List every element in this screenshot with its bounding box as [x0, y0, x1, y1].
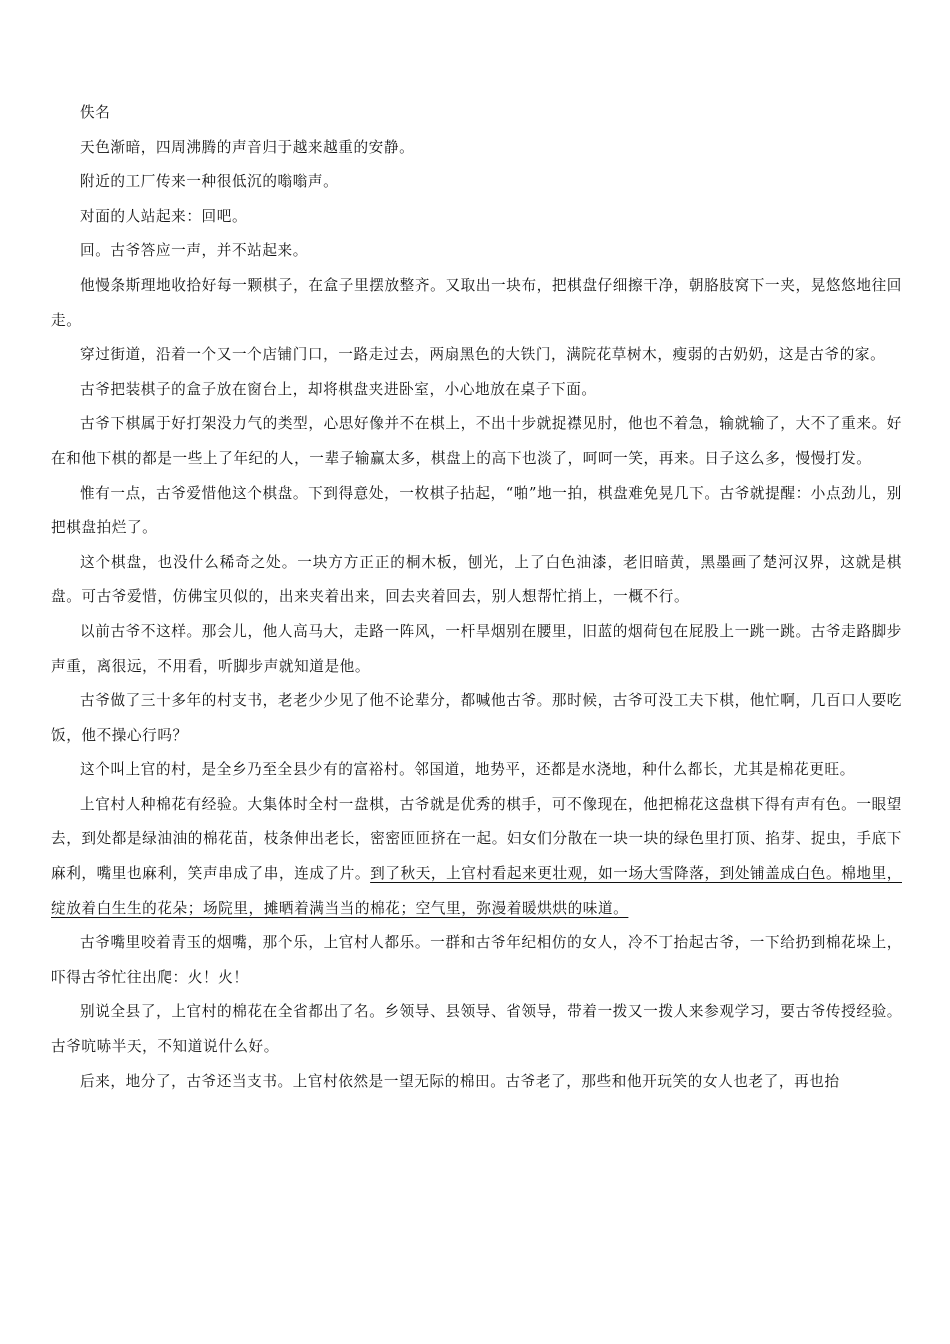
paragraph: 古爷嘴里咬着青玉的烟嘴，那个乐，上官村人都乐。一群和古爷年纪相仿的女人，冷不丁抬起古爷，一下给扔到棉花垛上，吓得古爷忙往出爬：火！火！: [51, 934, 902, 986]
author-line: 佚名: [80, 104, 111, 121]
paragraph: 别说全县了，上官村的棉花在全省都出了名。乡领导、县领导、省领导，带着一拨又一拨人来参观学习，要古爷传授经验。古爷吭哧半天，不知道说什么好。: [51, 1003, 902, 1056]
paragraph: 以前古爷不这样。那会儿，他人高马大，走路一阵风，一杆旱烟别在腰里，旧蓝的烟荷包在屁股上一跳一跳。古爷走路脚步声重，离很远，不用看，听脚步声就知道是他。: [51, 622, 902, 675]
story-text: [51, 96, 902, 1099]
paragraph: 回。古爷答应一声，并不站起来。: [80, 242, 308, 260]
paragraph: 古爷下棋属于好打架没力气的类型，心思好像并不在棋上，不出十步就捉襟见肘，他也不着急，输就输了，大不了重来。好在和他下棋的都是一些上了年纪的人，一辈子输赢太多，棋盘上的高下也淡了，呵呵一笑，再来。日子这么多，慢慢打发。: [51, 415, 902, 467]
paragraph: 这个棋盘，也没什么稀奇之处。一块方方正正的桐木板，刨光，上了白色油漆，老旧暗黄，黑墨画了楚河汉界，这就是棋盘。可古爷爱惜，仿佛宝贝似的，出来夹着出来，回去夹着回去，别人想帮忙捎上，一概不行。: [51, 553, 902, 606]
paragraph: 附近的工厂传来一种很低沉的嗡嗡声。: [80, 173, 339, 191]
underlined-passage: 到了秋天，上官村看起来更壮观，如一场大雪降落，到处铺盖成白色。棉地里，绽放着白生生的花朵；场院里，摊晒着满当当的棉花；空气里，弥漫着暖烘烘的味道。: [51, 865, 902, 917]
paragraph: 这个叫上官的村，是全乡乃至全县少有的富裕村。邻国道，地势平，还都是水浇地，种什么都长，尤其是棉花更旺。: [80, 761, 855, 779]
cotton-paragraph: [51, 788, 902, 926]
paragraph: 他慢条斯理地收拾好每一颗棋子，在盒子里摆放整齐。又取出一块布，把棋盘仔细擦干净，朝胳肢窝下一夹，晃悠悠地往回走。: [51, 276, 902, 329]
paragraph: 古爷做了三十多年的村支书，老老少少见了他不论辈分，都喊他古爷。那时候，古爷可没工夫下棋，他忙啊，几百口人要吃饭，他不操心行吗？: [51, 692, 902, 744]
paragraph: 对面的人站起来：回吧。: [80, 207, 248, 225]
paragraph: 天色渐暗，四周沸腾的声音归于越来越重的安静。: [80, 138, 415, 156]
paragraph: 惟有一点，古爷爱惜他这个棋盘。下到得意处，一枚棋子拈起，“啪”地一拍，棋盘难免晃几下。古爷就提醒：小点劲儿，别把棋盘拍烂了。: [51, 484, 902, 537]
paragraph: 后来，地分了，古爷还当支书。上官村依然是一望无际的棉田。古爷老了，那些和他开玩笑的女人也老了，再也抬: [80, 1072, 840, 1090]
cotton-paragraph-plain: 上官村人种棉花有经验。大集体时全村一盘棋，古爷就是优秀的棋手，可不像现在，他把棉花这盘棋下得有声有色。一眼望去，到处都是绿油油的棉花苗，枝条伸出老长，密密匝匝挤在一起。妇女们分散在一块一块的绿色里打顶、掐芽、捉虫，手底下麻利，嘴里也麻利，笑声串成了串，连成了片。: [51, 795, 902, 883]
paragraph: 古爷把装棋子的盒子放在窗台上，却将棋盘夹进卧室，小心地放在桌子下面。: [80, 380, 597, 398]
paragraph: 穿过街道，沿着一个又一个店铺门口，一路走过去，两扇黑色的大铁门，满院花草树木，瘦弱的古奶奶，这是古爷的家。: [80, 346, 886, 364]
